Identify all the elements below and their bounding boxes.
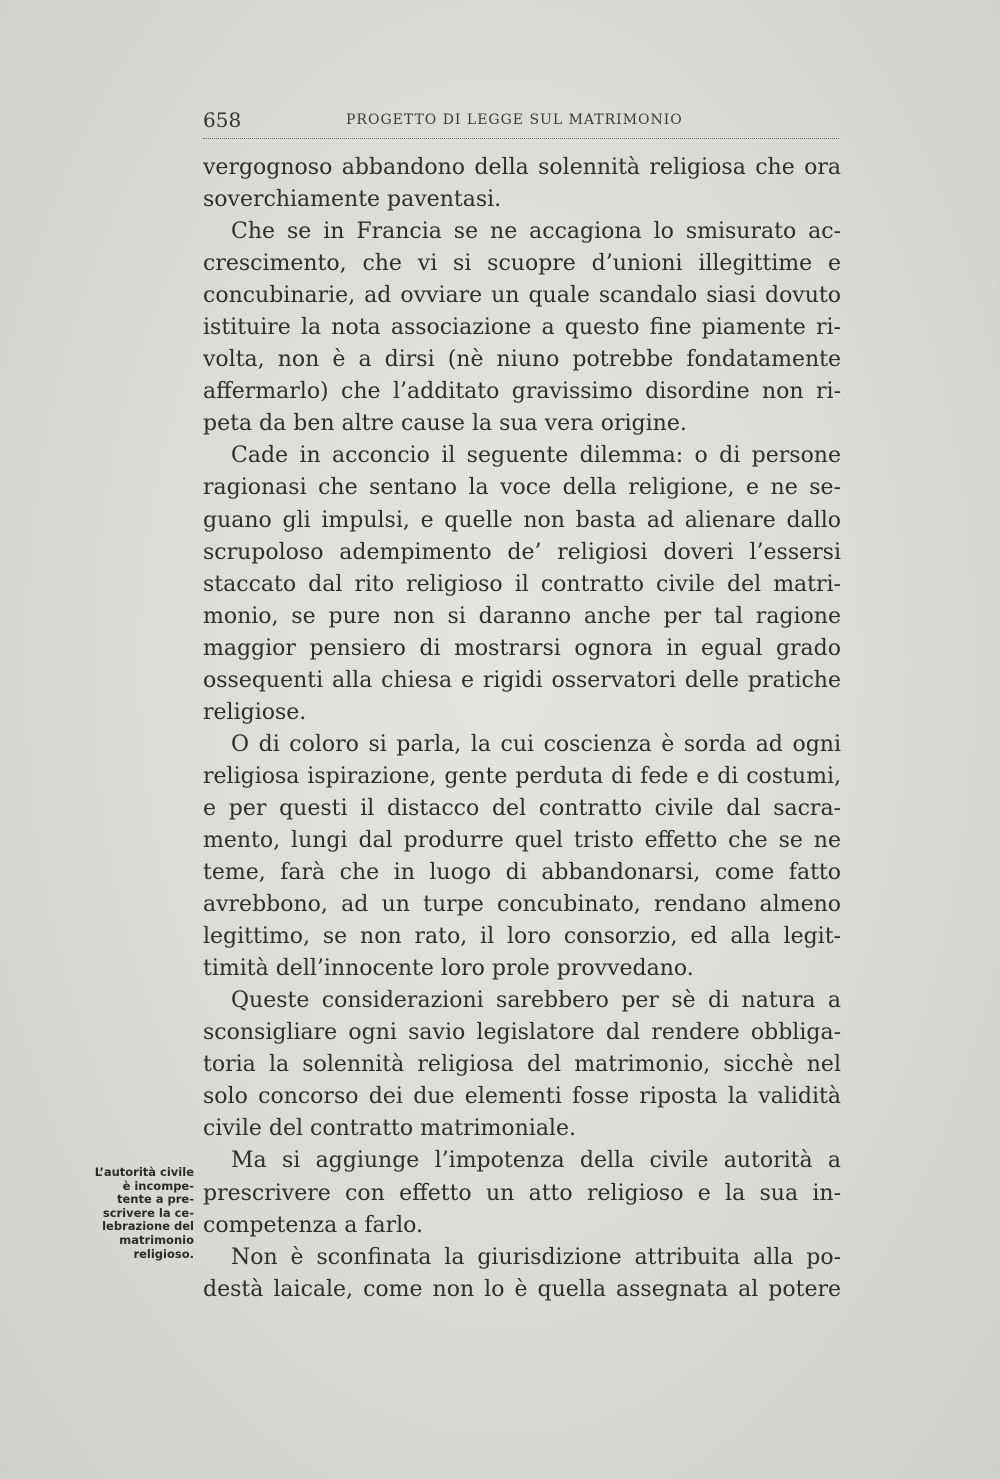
text-line: timità dell’innocente loro prole provvedano. [203, 956, 694, 982]
text-line: religiosa ispirazione, gente perduta di fede e di costumi, [203, 763, 841, 789]
text-line: O di coloro si parla, la cui coscienza è sorda ad ogni [231, 731, 841, 757]
margin-note [70, 1166, 194, 1261]
margin-note-line: scrivere la ce- [102, 1205, 194, 1220]
text-line: legittimo, se non rato, il loro consorzio, ed alla legit- [203, 924, 841, 950]
margin-note-line: L’autorità civile [94, 1165, 194, 1179]
text-line: istituire la nota associazione a questo fine piamente ri- [203, 315, 841, 341]
header-rule [203, 138, 839, 139]
margin-note-line: è incompe- [122, 1178, 194, 1193]
text-line: avrebbono, ad un turpe concubinato, rendano almeno [203, 892, 841, 918]
margin-note-line: tente a pre- [116, 1192, 194, 1207]
text-line: soverchiamente paventasi. [203, 187, 502, 213]
text-line: vergognoso abbandono della solennità religiosa che ora [203, 155, 841, 180]
text-line: maggior pensiero di mostrarsi ognora in egual grado [203, 635, 841, 661]
page-number: 658 [203, 108, 242, 132]
text-line: monio, se pure non si daranno anche per tal ragione [203, 603, 841, 629]
page-header [203, 108, 841, 136]
body-text [203, 152, 841, 1306]
text-line: sconsigliare ogni savio legislatore dal rendere obbliga- [203, 1020, 841, 1046]
text-line: Queste considerazioni sarebbero per sè di natura a [231, 988, 841, 1014]
text-line: peta da ben altre cause la sua vera origine. [203, 411, 687, 437]
text-line: crescimento, che vi si scuopre d’unioni illegittime e [203, 251, 841, 277]
text-line: prescrivere con effetto un atto religioso e la sua in- [203, 1180, 841, 1206]
text-line: staccato dal rito religioso il contratto civile del matri- [203, 571, 841, 597]
text-line: Non è sconfinata la giurisdizione attribuita alla po- [231, 1244, 841, 1270]
text-line: civile del contratto matrimoniale. [203, 1116, 576, 1142]
margin-note-line: religioso. [133, 1246, 194, 1261]
text-line: concubinarie, ad ovviare un quale scandalo siasi dovuto [203, 283, 841, 309]
text-line: teme, farà che in luogo di abbandonarsi, come fatto [203, 860, 841, 886]
text-line: Ma si aggiunge l’impotenza della civile autorità a [231, 1148, 841, 1174]
text-line: religiose. [203, 699, 307, 725]
text-line: Che se in Francia se ne accagiona lo smisurato ac- [231, 219, 841, 245]
text-line: destà laicale, come non lo è quella assegnata al potere [203, 1276, 841, 1302]
text-line: competenza a farlo. [203, 1212, 424, 1238]
text-line: ragionasi che sentano la voce della religione, e ne se- [203, 475, 841, 501]
text-line: Cade in acconcio il seguente dilemma: o di persone [231, 443, 841, 469]
text-line: toria la solennità religiosa del matrimonio, sicchè nel [203, 1052, 841, 1078]
text-line: e per questi il distacco del contratto civile dal sacra- [203, 795, 841, 821]
text-line: guano gli impulsi, e quelle non basta ad alienare dallo [203, 507, 841, 533]
text-line: volta, non è a dirsi (nè niuno potrebbe fondatamente [203, 347, 841, 373]
text-line: scrupoloso adempimento de’ religiosi doveri l’essersi [203, 539, 841, 565]
running-title: PROGETTO DI LEGGE SUL MATRIMONIO [346, 112, 683, 128]
text-line: mento, lungi dal produrre quel tristo effetto che se ne [203, 827, 841, 853]
text-line: ossequenti alla chiesa e rigidi osservatori delle pratiche [203, 667, 841, 693]
margin-note-line: lebrazione del [102, 1219, 194, 1234]
text-line: solo concorso dei due elementi fosse riposta la validità [203, 1084, 841, 1110]
margin-note-line: matrimonio [119, 1232, 194, 1247]
text-line: affermarlo) che l’additato gravissimo disordine non ri- [203, 379, 841, 405]
